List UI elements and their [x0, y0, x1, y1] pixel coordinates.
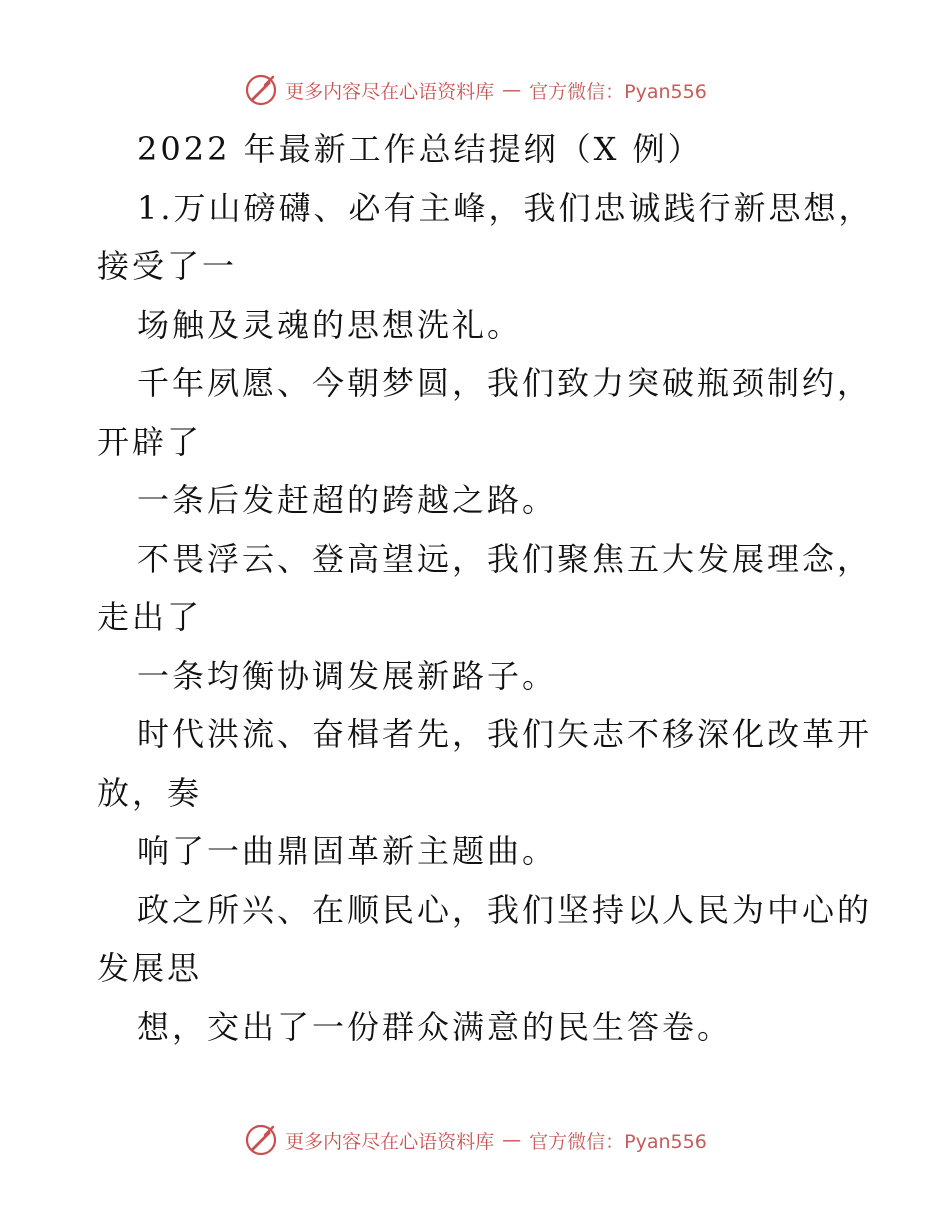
paragraph-line: 1.万山磅礴、必有主峰，我们忠诚践行新思想，	[137, 188, 874, 227]
watermark-brand: 更多内容尽在心语资料库	[285, 80, 495, 103]
paragraph-line: 放，奏	[97, 773, 203, 812]
paragraph-line: 千年夙愿、今朝梦圆，我们致力突破瓶颈制约，	[137, 364, 873, 402]
footer-watermark	[0, 1120, 950, 1160]
paragraph-line: 发展思	[97, 949, 203, 987]
paragraph-line: 想，交出了一份群众满意的民生答卷。	[137, 1007, 733, 1046]
paragraph-line: 一条后发赶超的跨越之路。	[137, 481, 558, 519]
paragraph-line: 不畏浮云、登高望远，我们聚焦五大发展理念，	[137, 539, 873, 578]
paragraph-line: 接受了一	[97, 247, 238, 285]
watermark-contact: 官方微信：Pyan556	[529, 80, 707, 103]
document-body	[97, 120, 874, 1056]
watermark-contact: 官方微信：Pyan556	[529, 1130, 707, 1153]
document-title: 2022 年最新工作总结提纲（X 例）	[137, 130, 703, 168]
watermark-separator: —	[502, 1129, 522, 1151]
paragraph-line: 响了一曲鼎固革新主题曲。	[137, 832, 558, 870]
watermark-brand: 更多内容尽在心语资料库	[285, 1130, 495, 1153]
quill-logo-icon	[243, 1122, 279, 1158]
header-watermark	[0, 70, 950, 110]
paragraph-line: 一条均衡协调发展新路子。	[137, 656, 558, 695]
quill-logo-icon	[243, 72, 279, 108]
paragraph-line: 走出了	[97, 598, 203, 636]
paragraph-line: 场触及灵魂的思想洗礼。	[137, 305, 523, 344]
paragraph-line: 时代洪流、奋楫者先，我们矢志不移深化改革开	[137, 715, 873, 753]
paragraph-line: 开辟了	[97, 422, 203, 461]
paragraph-line: 政之所兴、在顺民心，我们坚持以人民为中心的	[137, 890, 873, 929]
watermark-separator: —	[502, 79, 522, 101]
